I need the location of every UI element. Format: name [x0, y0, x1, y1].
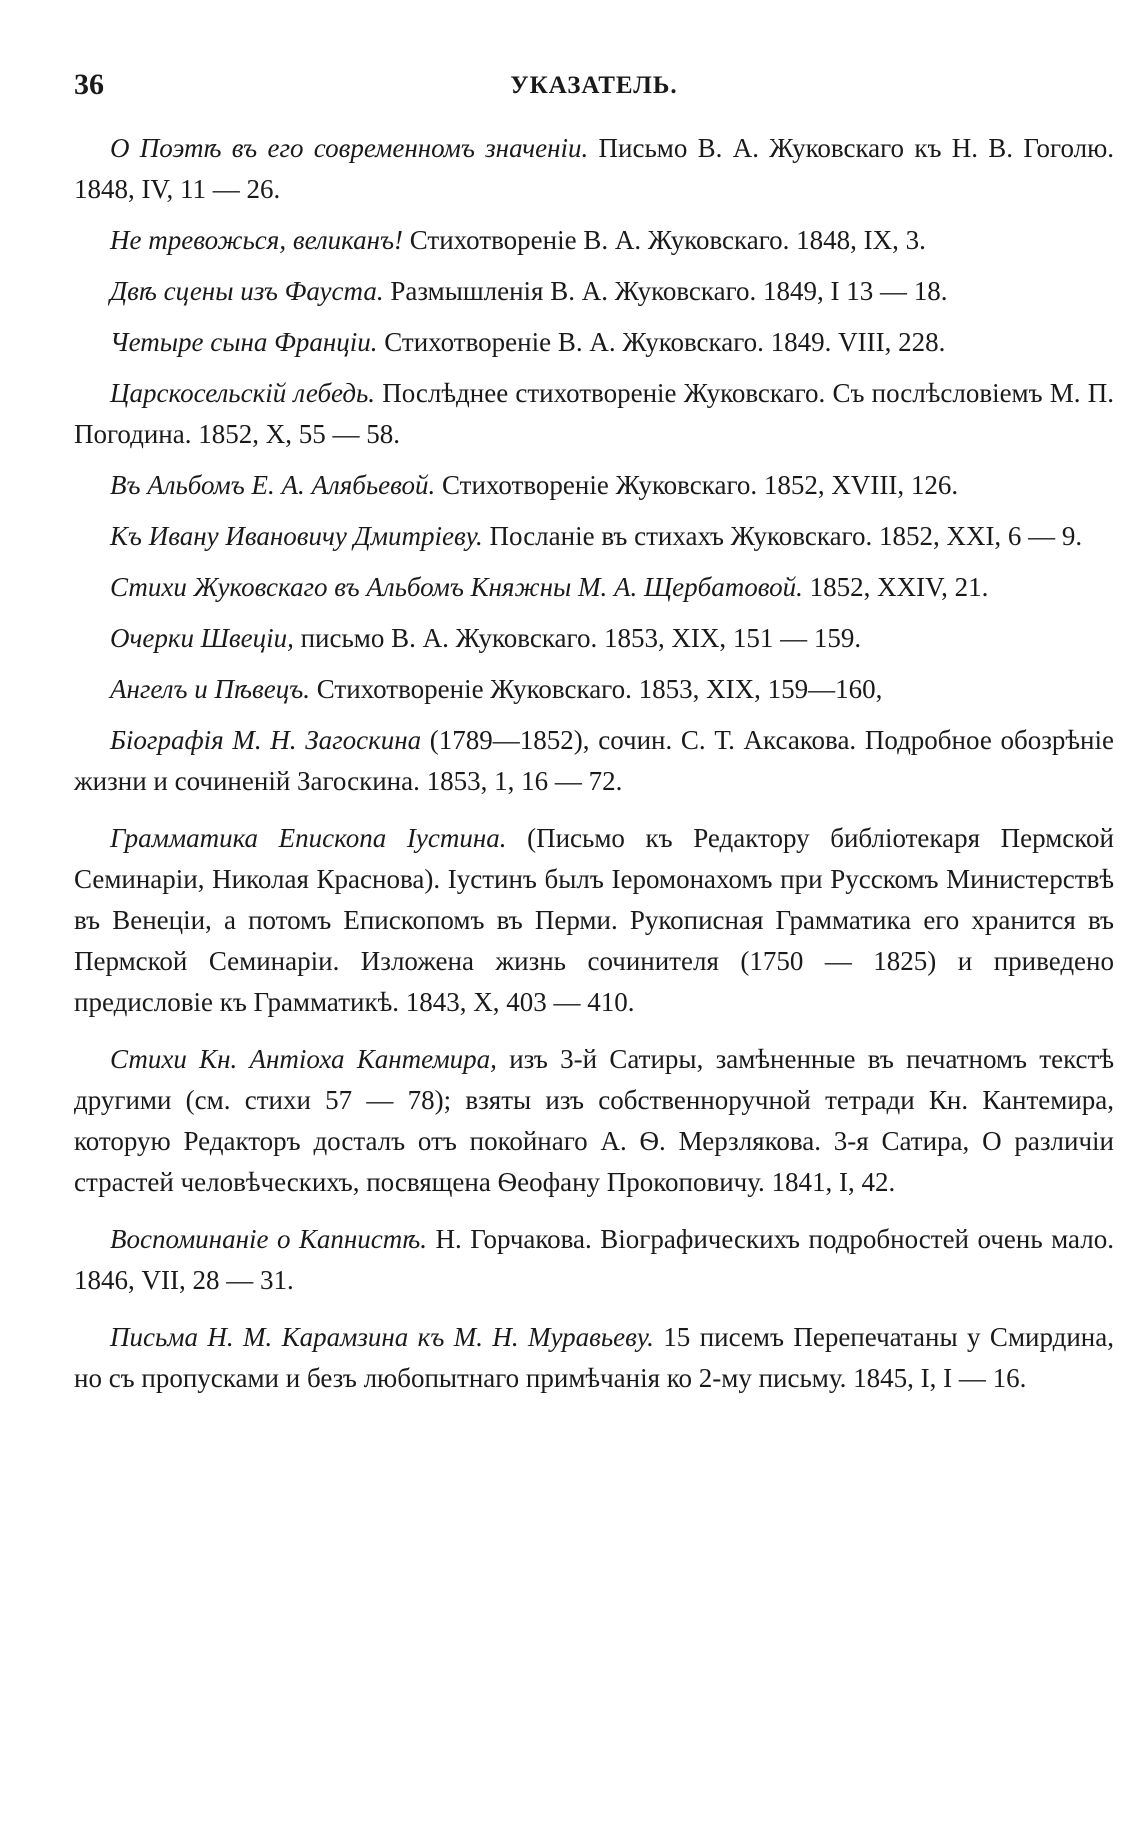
entry-title: Въ Альбомъ Е. А. Алябьевой.	[110, 470, 436, 500]
entry-title: Грамматика Епископа Іустина.	[110, 823, 507, 853]
entry-title: Біографія М. Н. Загоскина	[110, 725, 422, 755]
index-entry	[74, 567, 1114, 608]
entry-text: (Письмо къ Редактору библіотекаря Пермской Семинаріи, Николая Краснова). Іустинъ былъ Іеромонахомъ при Русскомъ Министерствѣ въ Венеціи, а потомъ Епископомъ въ Перми. Рукописная Грамматика его хранится въ Пермской Семинаріи. Изложена жизнь сочинителя (1750 — 1825) и приведено предисловіе къ Грамматикѣ. 1843, X, 403 — 410.	[74, 823, 1114, 1017]
entry-title: О Поэтѣ въ его современномъ значеніи.	[110, 133, 589, 163]
entry-text: Письмо В. А. Жуковскаго къ Н. В. Гоголю. 1848, IV, 11 — 26.	[74, 133, 1114, 204]
entry-text: Послѣднее стихотвореніе Жуковскаго. Съ послѣсловіемъ М. П. Погодина. 1852, X, 55 — 58.	[74, 378, 1114, 449]
entry-text: Стихотвореніе Жуковскаго. 1852, XVIII, 126.	[435, 470, 959, 500]
entry-text: Н. Горчакова. Віографическихъ подробностей очень мало. 1846, VII, 28 — 31.	[74, 1224, 1114, 1295]
index-entry	[74, 516, 1114, 557]
index-entries	[74, 128, 1114, 1399]
index-entry	[74, 128, 1114, 210]
book-page	[74, 58, 1114, 1409]
entry-text: изъ 3-й Сатиры, замѣненные въ печатномъ текстѣ другими (см. стихи 57 — 78); взяты изъ собственноручной тетради Кн. Кантемира, которую Редакторъ досталъ отъ покойнаго А. Ѳ. Мерзлякова. 3-я Сатира, О различіи страстей человѣческихъ, посвящена Ѳеофану Прокоповичу. 1841, I, 42.	[74, 1044, 1114, 1197]
page-number: 36	[74, 68, 104, 101]
index-entry	[74, 618, 1114, 659]
index-entry	[74, 669, 1114, 710]
index-entry	[74, 465, 1114, 506]
index-entry	[74, 1317, 1114, 1399]
index-entry	[74, 1219, 1114, 1301]
entry-title: Стихи Кн. Антіоха Кантемира,	[110, 1044, 497, 1074]
index-entry	[74, 322, 1114, 363]
entry-title: Не тревожься, великанъ!	[110, 225, 404, 255]
entry-text: (1789—1852), сочин. С. Т. Аксакова. Подробное обозрѣніе жизни и сочиненій Загоскина. 1853, 1, 16 — 72.	[74, 725, 1114, 796]
entry-text: 15 писемъ Перепечатаны у Смирдина, но съ пропусками и безъ любопытнаго примѣчанія ко 2-му письму. 1845, I, I — 16.	[74, 1322, 1114, 1393]
entry-title: Стихи Жуковскаго въ Альбомъ Княжны М. А. Щербатовой.	[110, 572, 803, 602]
entry-text: Стихотвореніе В. А. Жуковскаго. 1849. VIII, 228.	[377, 327, 946, 357]
entry-title: Воспоминаніе о Капнистѣ.	[110, 1224, 428, 1254]
index-entry	[74, 271, 1114, 312]
page-header	[74, 58, 1114, 118]
entry-text: Стихотвореніе Жуковскаго. 1853, XIX, 159—160,	[310, 674, 883, 704]
entry-title: Четыре сына Франціи.	[110, 327, 378, 357]
entry-text: 1852, XXIV, 21.	[802, 572, 989, 602]
entry-text: Посланіе въ стихахъ Жуковскаго. 1852, XXI, 6 — 9.	[482, 521, 1083, 551]
entry-title: Ангелъ и Пѣвецъ.	[110, 674, 310, 704]
running-head: УКАЗАТЕЛЬ.	[510, 72, 678, 99]
index-entry	[74, 1039, 1114, 1203]
entry-text: письмо В. А. Жуковскаго. 1853, XIX, 151 — 159.	[293, 623, 862, 653]
index-entry	[74, 818, 1114, 1023]
index-entry	[74, 720, 1114, 802]
index-entry	[74, 373, 1114, 455]
entry-text: Стихотвореніе В. А. Жуковскаго. 1848, IX, 3.	[403, 225, 926, 255]
entry-title: Очерки Швеціи,	[110, 623, 294, 653]
entry-title: Двѣ сцены изъ Фауста.	[110, 276, 384, 306]
index-entry	[74, 220, 1114, 261]
entry-title: Царскосельскій лебедь.	[110, 378, 376, 408]
entry-title: Письма Н. М. Карамзина къ М. Н. Муравьеву.	[110, 1322, 654, 1352]
entry-title: Къ Ивану Ивановичу Дмитріеву.	[110, 521, 483, 551]
entry-text: Размышленія В. А. Жуковскаго. 1849, I 13 — 18.	[383, 276, 948, 306]
